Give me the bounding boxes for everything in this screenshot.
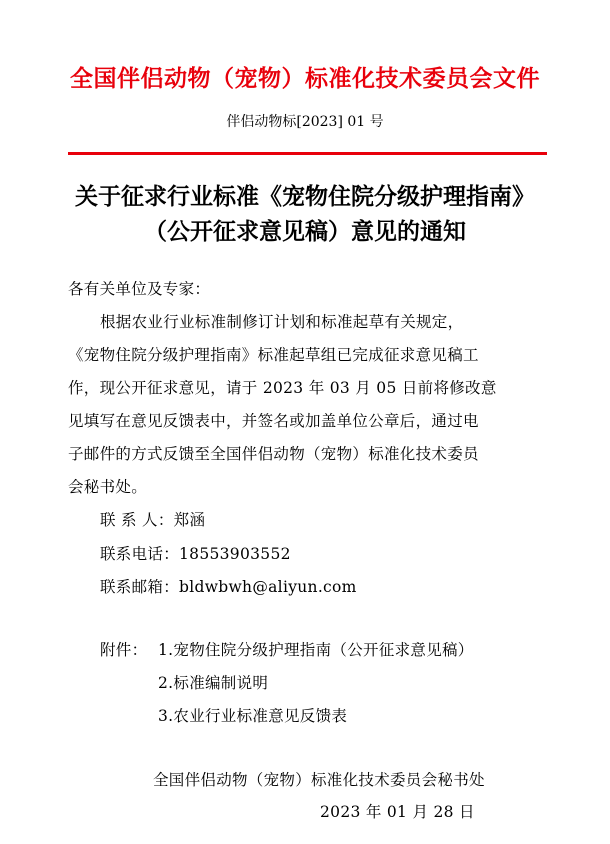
attachment-item: 1.宠物住院分级护理指南（公开征求意见稿） [158, 641, 474, 659]
notice-title-line-2: （公开征求意见稿）意见的通知 [144, 218, 466, 245]
attachment-item: 3.农业行业标准意见反馈表 [158, 707, 348, 725]
red-divider [68, 152, 547, 155]
paragraph-line: 会秘书处。 [68, 478, 148, 496]
contact-person: 联 系 人：郑涵 [100, 511, 206, 529]
contact-phone: 联系电话：18553903552 [100, 545, 291, 563]
paragraph-line: 作，现公开征求意见，请于 2023 年 03 月 05 日前将修改意 [68, 379, 497, 397]
header-title: 全国伴侣动物（宠物）标准化技术委员会文件 [70, 65, 540, 92]
document-number: 伴侣动物标[2023] 01 号 [226, 114, 384, 130]
salutation: 各有关单位及专家： [68, 280, 211, 298]
contact-email: 联系邮箱：bldwbwh@aliyun.com [100, 578, 357, 596]
attachment-item: 2.标准编制说明 [158, 674, 269, 692]
paragraph-line: 见填写在意见反馈表中，并签名或加盖单位公章后，通过电 [68, 412, 479, 430]
notice-title-line-1: 关于征求行业标准《宠物住院分级护理指南》 [75, 183, 535, 210]
paragraph-line: 子邮件的方式反馈至全国伴侣动物（宠物）标准化技术委员 [68, 445, 479, 463]
signature-date: 2023 年 01 月 28 日 [320, 803, 475, 821]
signature-organization: 全国伴侣动物（宠物）标准化技术委员会秘书处 [153, 771, 485, 789]
attachments-label: 附件： [100, 641, 148, 659]
paragraph-line: 《宠物住院分级护理指南》标准起草组已完成征求意见稿工 [68, 346, 479, 364]
paragraph-line: 根据农业行业标准制修订计划和标准起草有关规定， [100, 313, 464, 331]
